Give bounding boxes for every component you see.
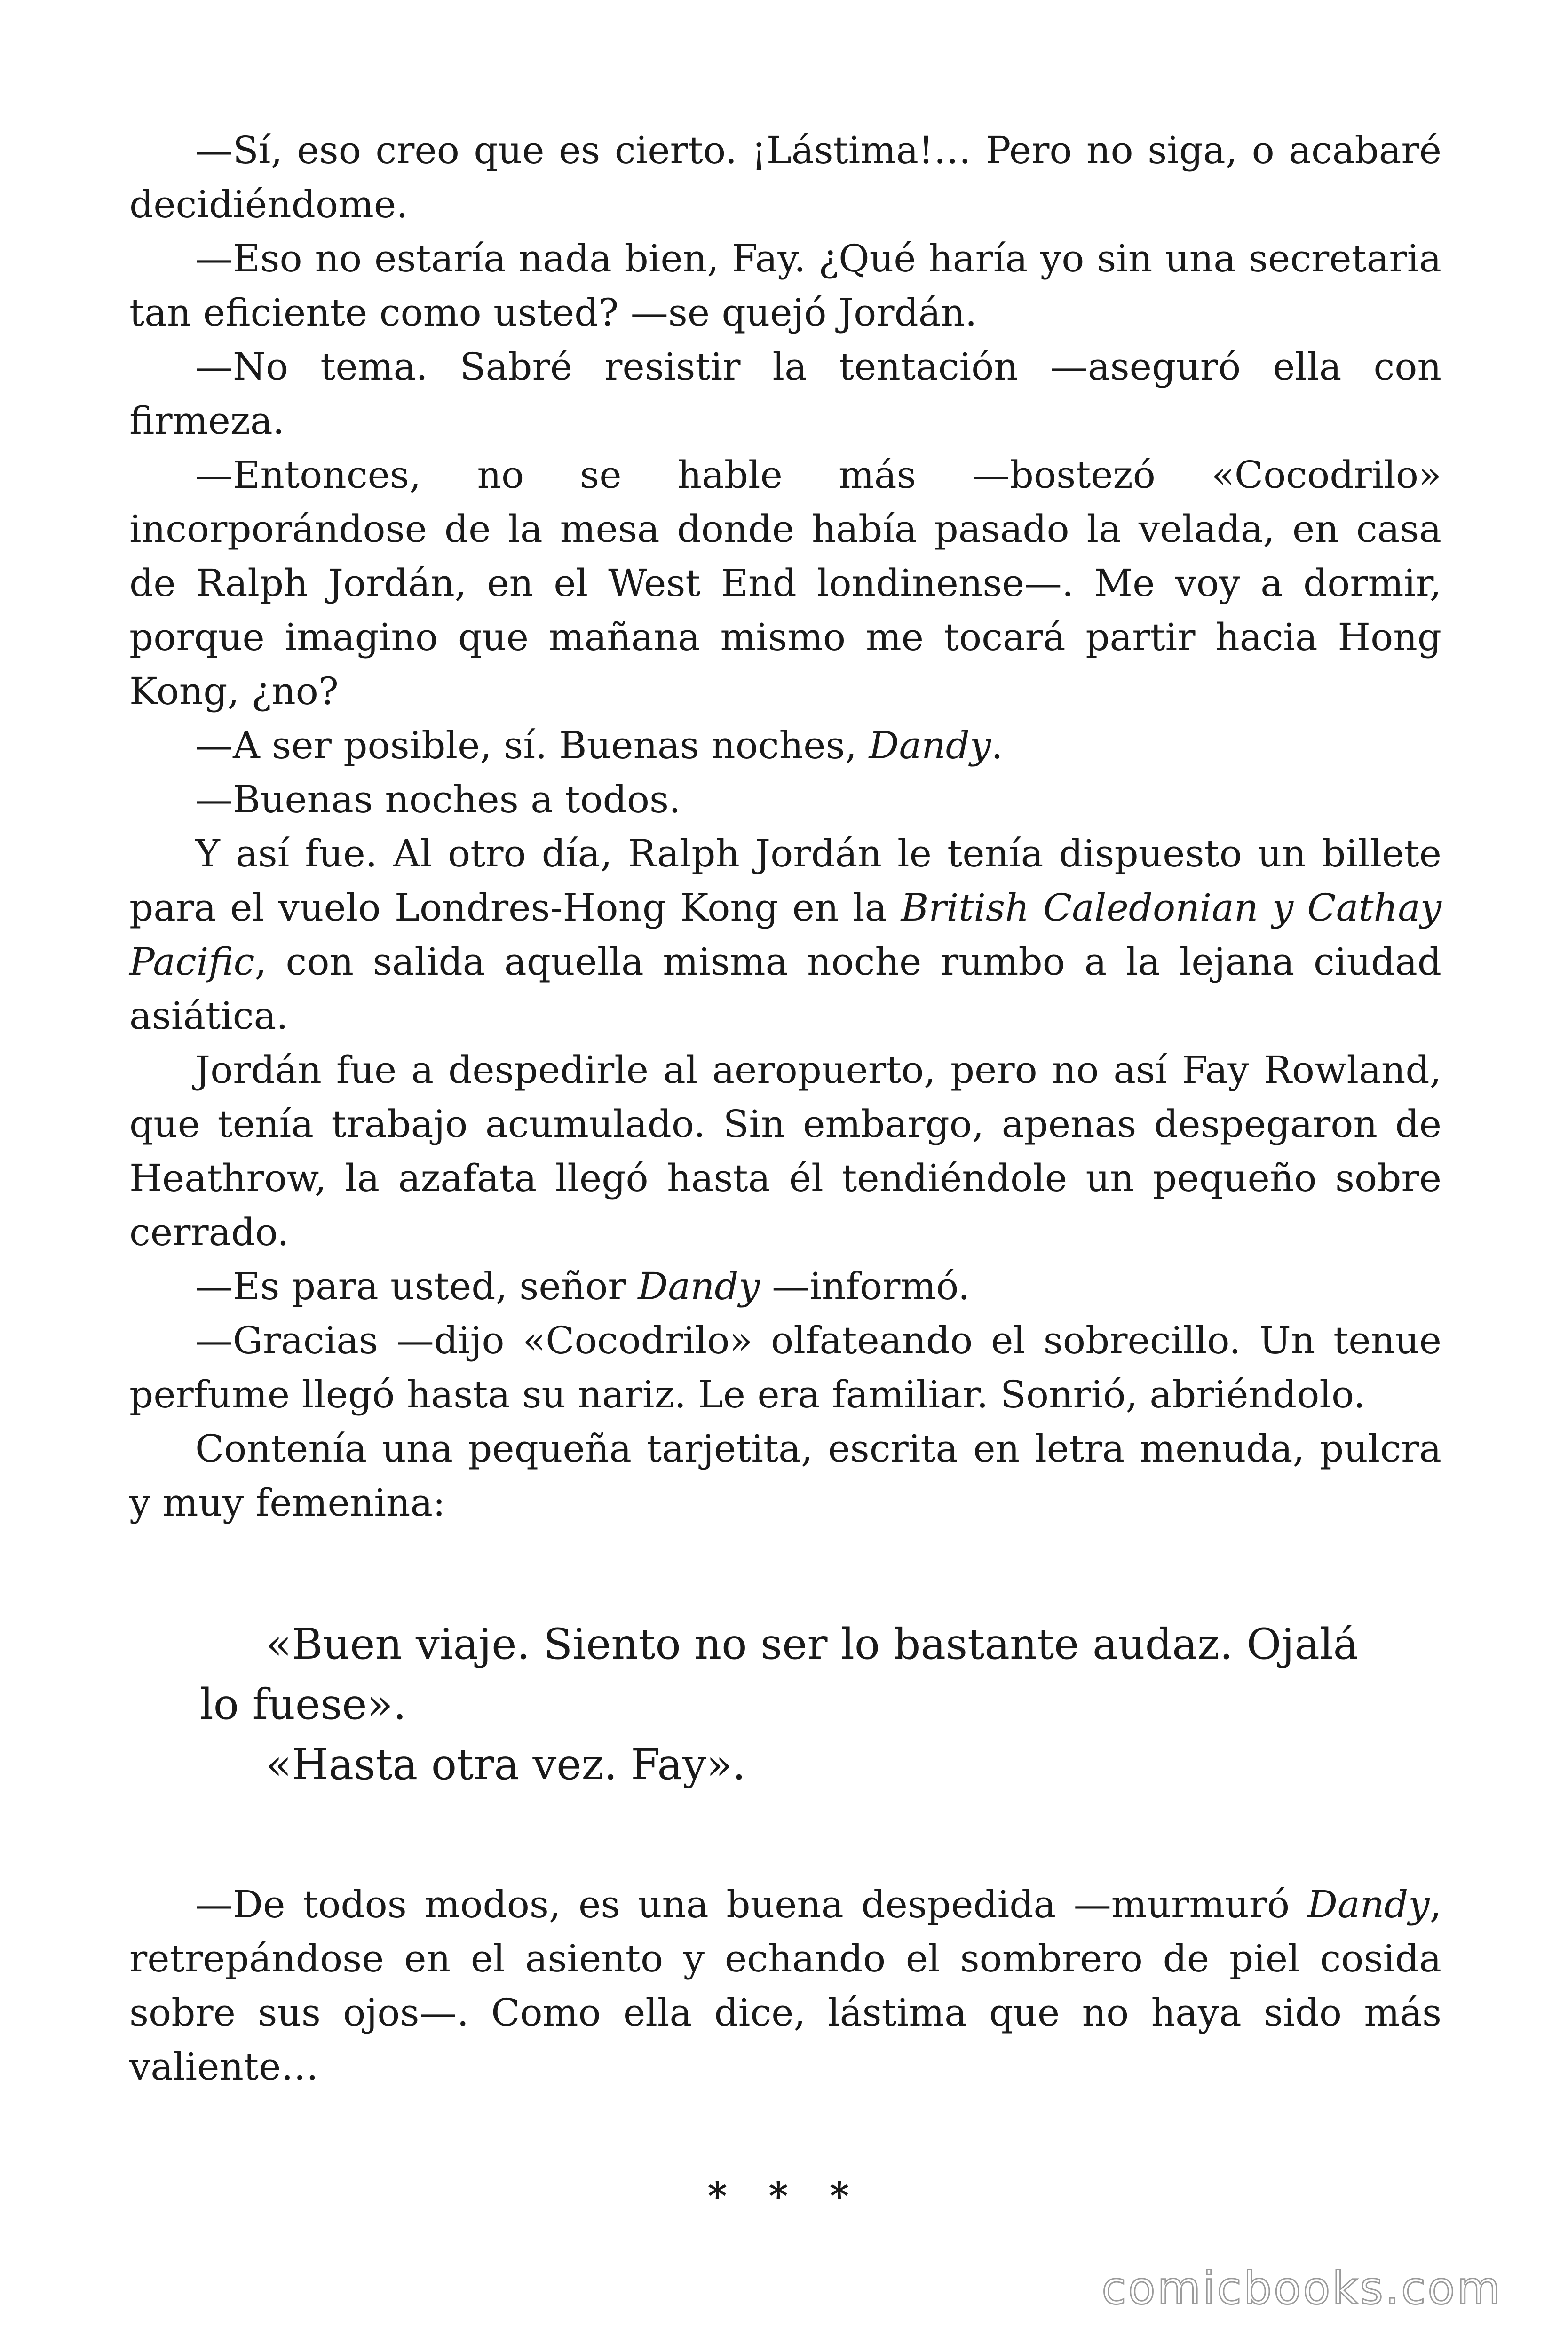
italic-text: British Caledonian y Cathay Pacific (129, 886, 1442, 984)
text-segment: , con salida aquella misma noche rumbo a la lejana ciudad asiática. (129, 940, 1441, 1038)
paragraph (129, 231, 1441, 340)
text-segment: —Eso no estaría nada bien, Fay. ¿Qué haría yo sin una secretaria tan eficiente como usted? —se quejó Jordán. (129, 237, 1441, 334)
paragraph (129, 1043, 1441, 1259)
italic-text: Dandy (869, 723, 991, 767)
page-body (129, 123, 1441, 2218)
paragraph (129, 1422, 1441, 1530)
text-segment: . (991, 723, 1003, 767)
letter-line: «Buen viaje. Siento no ser lo bastante audaz. Ojalá lo fuese». (200, 1620, 1359, 1729)
text-segment: —informó. (760, 1264, 970, 1308)
text-segment: —Buenas noches a todos. (195, 778, 681, 821)
text-segment: , retrepándose en el asiento y echando el sombrero de piel cosida sobre sus ojos—. Como ella dice, lástima que no haya sido más valiente… (129, 1883, 1441, 2089)
text-segment: —No tema. Sabré resistir la tentación —aseguró ella con firmeza. (129, 345, 1441, 443)
paragraph (129, 718, 1441, 772)
paragraph-list (129, 123, 1441, 1530)
text-segment: —Sí, eso creo que es cierto. ¡Lástima!… Pero no siga, o acabaré decidiéndome. (129, 128, 1441, 226)
text-segment: —Entonces, no se hable más —bostezó «Cocodrilo» incorporándose de la mesa donde había pasado la velada, en casa de Ralph Jordán, en el West End londinense—. Me voy a dormir, porque imagino que mañana mismo me tocará partir hacia Hong Kong, ¿no? (129, 453, 1441, 713)
paragraph (129, 448, 1441, 718)
text-segment: —A ser posible, sí. Buenas noches, (195, 723, 869, 767)
paragraph (129, 826, 1441, 1043)
letter-quote (129, 1614, 1441, 1795)
text-segment: —De todos modos, es una buena despedida —murmuró (195, 1883, 1307, 1926)
italic-text: Dandy (638, 1264, 760, 1308)
paragraph (129, 1313, 1441, 1422)
section-separator: * * * (707, 2174, 863, 2218)
letter-line: «Hasta otra vez. Fay». (266, 1740, 746, 1789)
text-segment: Contenía una pequeña tarjetita, escrita en letra menuda, pulcra y muy femenina: (129, 1427, 1441, 1525)
paragraph (129, 772, 1441, 826)
text-segment: —Es para usted, señor (195, 1264, 638, 1308)
text-segment: —Gracias —dijo «Cocodrilo» olfateando el sobrecillo. Un tenue perfume llegó hasta su nariz. Le era familiar. Sonrió, abriéndolo. (129, 1319, 1441, 1416)
text-segment: Jordán fue a despedirle al aeropuerto, pero no así Fay Rowland, que tenía trabajo acumulado. Sin embargo, apenas despegaron de Heathrow, la azafata llegó hasta él tendiéndole un pequeño sobre cerrado. (129, 1048, 1441, 1254)
paragraph (129, 123, 1441, 231)
closing-paragraph-list (129, 1877, 1441, 2094)
italic-text: Dandy (1307, 1883, 1430, 1926)
text-segment: Y así fue. Al otro día, Ralph Jordán le tenía dispuesto un billete para el vuelo Londres-Hong Kong en la (129, 832, 1441, 930)
watermark-logo: comicbooks.com (1101, 2263, 1502, 2314)
paragraph (129, 1877, 1441, 2094)
paragraph (129, 340, 1441, 448)
paragraph (129, 1259, 1441, 1313)
